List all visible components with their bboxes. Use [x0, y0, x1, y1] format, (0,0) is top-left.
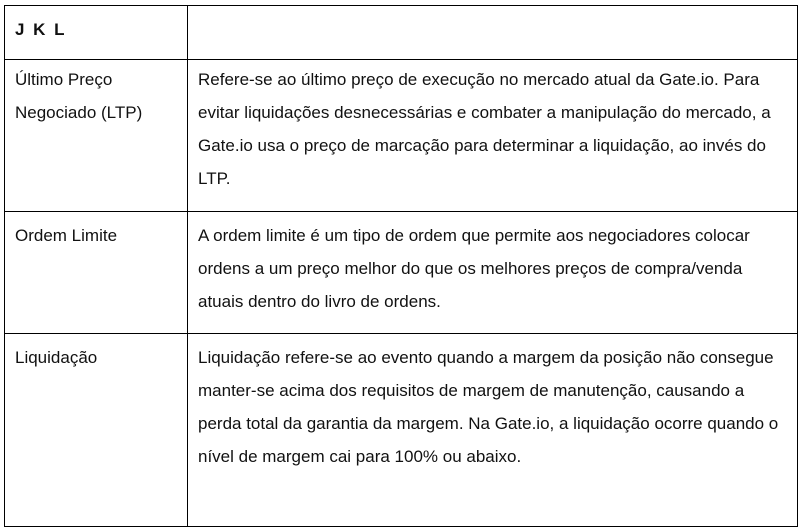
definition-cell: Liquidação refere-se ao evento quando a margem da posição não consegue manter-se acima dos requisitos de margem de manutenção, causando a perda total da garantia da margem. Na Gate.io, a liquidação ocorre quando o nível de margem cai para 100% ou abaixo. [188, 334, 798, 527]
definition-cell: A ordem limite é um tipo de ordem que permite aos negociadores colocar ordens a um preço melhor do que os melhores preços de compra/venda atuais dentro do livro de ordens. [188, 212, 798, 334]
term-cell: Último Preço Negociado (LTP) [5, 60, 188, 212]
table-header-row [5, 6, 798, 60]
definition-cell: Refere-se ao último preço de execução no mercado atual da Gate.io. Para evitar liquidações desnecessárias e combater a manipulação do mercado, a Gate.io usa o preço de marcação para determinar a liquidação, ao invés do LTP. [188, 60, 798, 212]
header-empty-cell [188, 6, 798, 60]
glossary-table [4, 5, 798, 527]
table-row [5, 60, 798, 212]
section-letters-heading: J K L [5, 6, 188, 60]
term-cell: Liquidação [5, 334, 188, 527]
term-cell: Ordem Limite [5, 212, 188, 334]
table-row [5, 212, 798, 334]
table-row [5, 334, 798, 527]
